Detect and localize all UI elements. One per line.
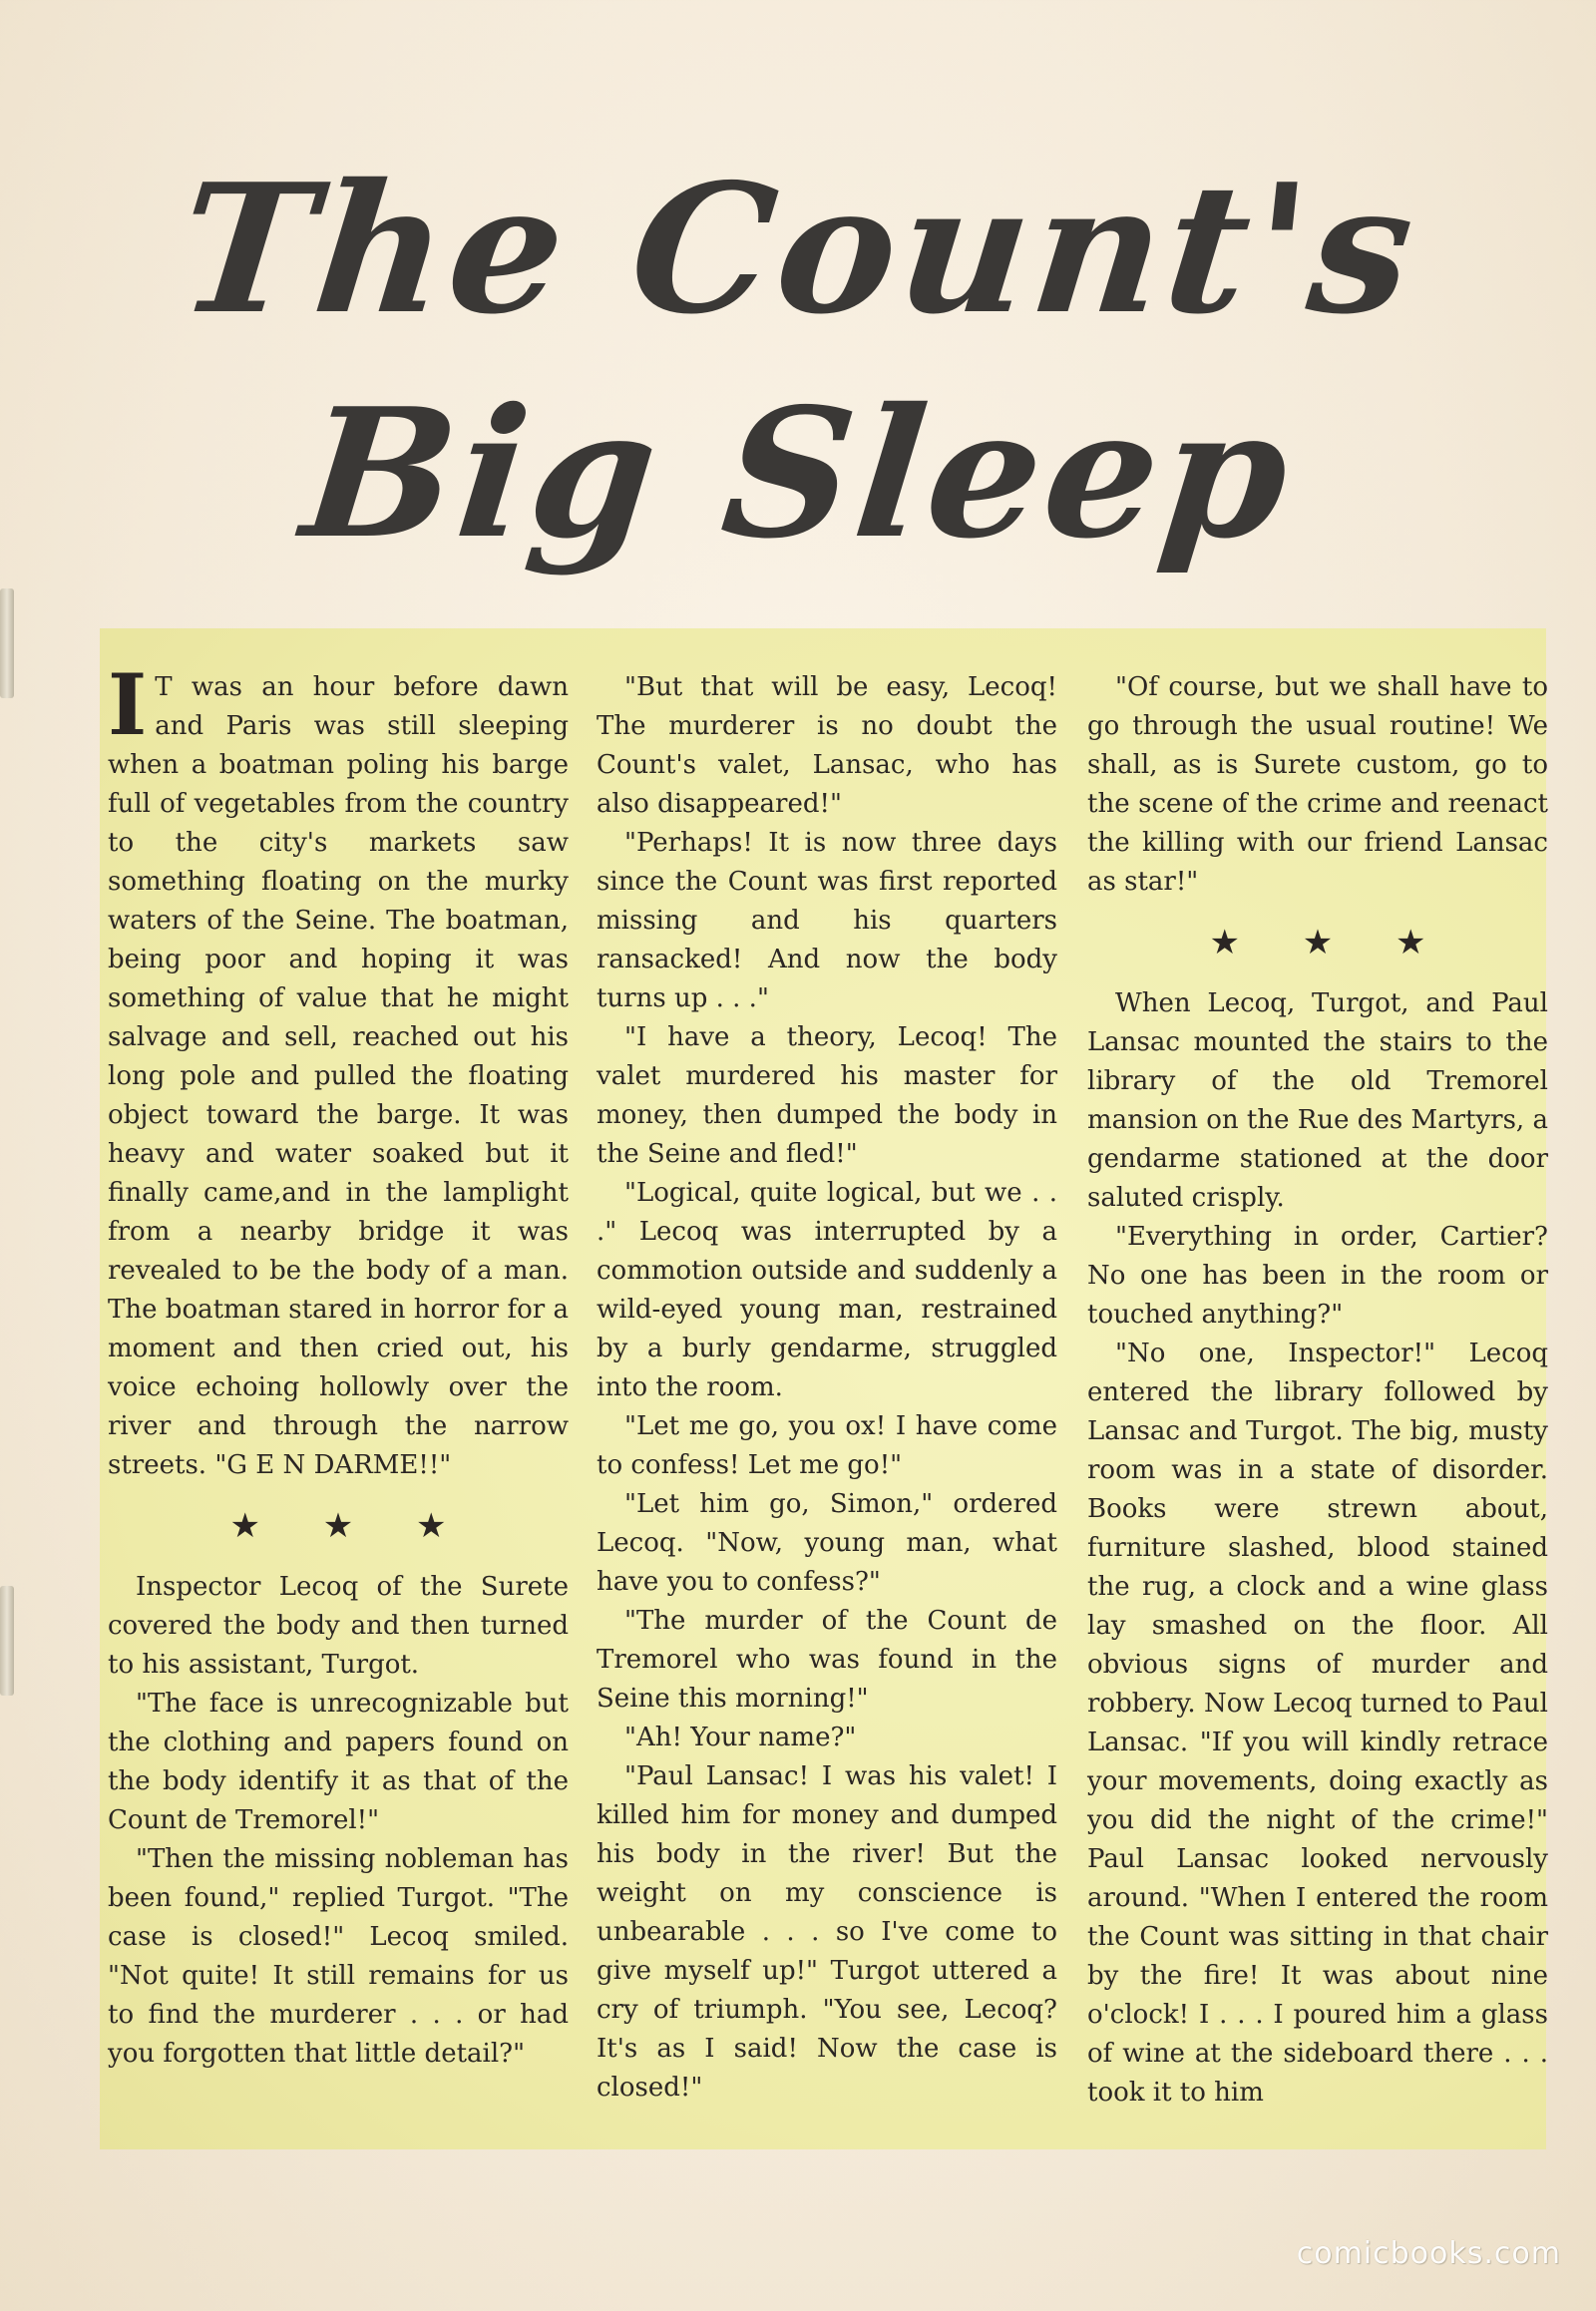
section-break-stars: ★ ★ ★ (229, 1506, 473, 1546)
opening-paragraph (108, 655, 569, 1485)
paragraph: "Paul Lansac! I was his valet! I killed him for money and dumped his body in the river! But the weight on my conscience is unbearable . . . so I've come to give myself up!" Turgot uttered a cry of triumph. "You see, Lecoq? It's as I said! Now the case is closed!" (597, 1761, 1057, 2103)
drop-cap: I (108, 655, 148, 754)
paragraph: "Everything in order, Cartier? No one has been in the room or touched anything?" (1087, 1222, 1548, 1330)
staple-top (0, 588, 14, 698)
paragraph: "I have a theory, Lecoq! The valet murdered his master for money, then dumped the body in the Seine and fled!" (597, 1022, 1057, 1169)
paragraph: "Logical, quite logical, but we . . ." Lecoq was interrupted by a commotion outside and suddenly a wild-eyed young man, restrained by a burly gendarme, struggled into the room. (597, 1178, 1057, 1402)
paragraph: "Of course, but we shall have to go through the usual routine! We shall, as is Surete custom, go to the scene of the crime and reenact the killing with our friend Lansac as star!" (1087, 672, 1548, 897)
paragraph: "Then the missing nobleman has been found," replied Turgot. "The case is closed!" Lecoq smiled. "Not quite! It still remains for us to find the murderer . . . or had you forgotten that little detail?" (108, 1844, 569, 2069)
story-column-3 (1087, 668, 1548, 2113)
paragraph: "The face is unrecognizable but the clothing and papers found on the body identify it as that of the Count de Tremorel!" (108, 1689, 569, 1835)
section-break-stars: ★ ★ ★ (1209, 923, 1452, 963)
paragraph: "The murder of the Count de Tremorel who was found in the Seine this morning!" (597, 1606, 1057, 1714)
paragraph: "Let me go, you ox! I have come to confess! Let me go!" (597, 1411, 1057, 1480)
paragraph: "Ah! Your name?" (624, 1723, 857, 1752)
title-line-2: Big Sleep (294, 369, 1302, 578)
story-column-2 (597, 668, 1057, 2108)
story-column-1 (108, 655, 569, 2074)
story-box (100, 628, 1546, 2149)
paragraph: "Let him go, Simon," ordered Lecoq. "Now, young man, what have you to confess?" (597, 1489, 1057, 1597)
paragraph: When Lecoq, Turgot, and Paul Lansac mounted the stairs to the library of the old Tremorel mansion on the Rue des Martyrs, a gendarme stationed at the door saluted crisply. (1087, 988, 1548, 1213)
staple-bottom (0, 1586, 14, 1696)
title-line-1: The Count's (170, 145, 1426, 353)
paragraph: Inspector Lecoq of the Surete covered the body and then turned to his assistant, Turgot. (108, 1572, 569, 1680)
paragraph: "But that will be easy, Lecoq! The murderer is no doubt the Count's valet, Lansac, who has also disappeared!" (597, 672, 1057, 819)
opening-paragraph-text: T was an hour before dawn and Paris was still sleeping when a boatman poling his barge full of vegetables from the country to the city's markets saw something floating on the murky waters of the Seine. The boatman, being poor and hoping it was something of value that he might salvage and sell, reached out his long pole and pulled the floating object toward the barge. It was heavy and water soaked but it finally came,and in the lamplight from a nearby bridge it was revealed to be the body of a man. The boatman stared in horror for a moment and then cried out, his voice echoing hollowly over the river and through the narrow streets. "G E N DARME!!" (108, 672, 569, 1480)
watermark: comicbooks.com (1296, 2236, 1561, 2271)
paragraph: "Perhaps! It is now three days since the Count was first reported missing and his quarters ransacked! And now the body turns up . . ." (597, 828, 1057, 1013)
paragraph: "No one, Inspector!" Lecoq entered the library followed by Lansac and Turgot. The big, musty room was in a state of disorder. Books were strewn about, furniture slashed, blood stained the rug, a clock and a wine glass lay smashed on the floor. All obvious signs of murder and robbery. Now Lecoq turned to Paul Lansac. "If you will kindly retrace your movements, doing exactly as you did the night of the crime!" Paul Lansac looked nervously around. "When I entered the room the Count was sitting in that chair by the fire! It was about nine o'clock! I . . . I poured him a glass of wine at the sideboard there . . . took it to him (1087, 1339, 1548, 2108)
